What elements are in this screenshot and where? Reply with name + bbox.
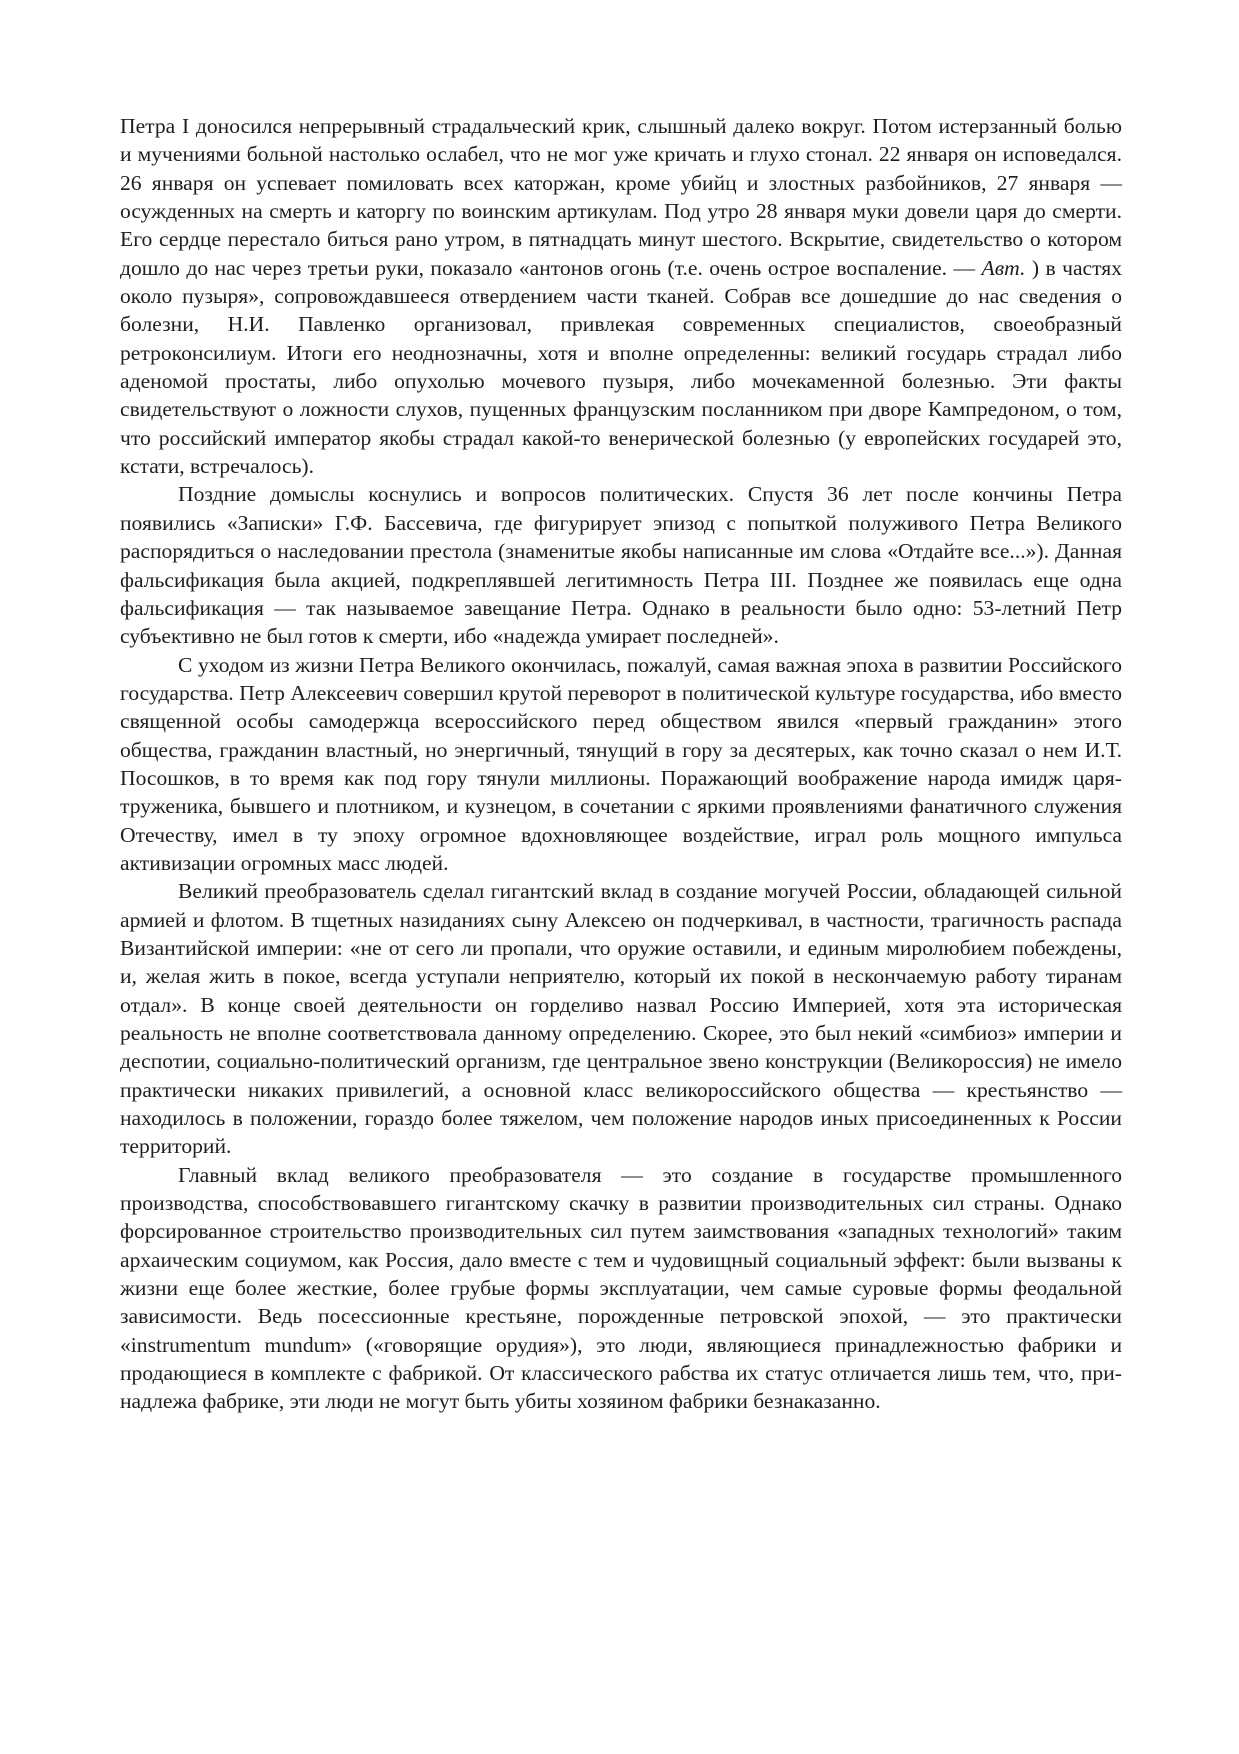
paragraph-1-text-after: ) в частях около пузыря», сопровождавшееся отвердением части тканей. Собрав все дошедшие до нас сведения о болезни, Н.И. Павленко организовал, привлекая современных специалистов, своеобразный ретроконсилиум. Итоги его неоднозначны, хотя и вполне определенны: великий государь страдал либо аденомой простаты, либо опухолью мочевого пузыря, либо мочекаменной болезнью. Эти факты свидетельствуют о ложности слухов, пущенных французским посланником при дворе Кампредоном, о том, что российский император якобы страдал какой-то венерической болезнью (у европейских государей это, кстати, встречалось).: [120, 255, 1122, 479]
document-page: [120, 112, 1122, 1416]
paragraph-3: С уходом из жизни Петра Великого окончилась, пожалуй, самая важная эпоха в развитии Российского государства. Петр Алексеевич совершил крутой переворот в политической культуре государства, ибо вместо священной особы самодержца всероссийского перед обществом явился «первый гражданин» этого общества, гражданин властный, но энергичный, тянущий в гору за десятерых, как точно сказал о нем И.Т. Посошков, в то время как под гору тянули миллионы. Поражающий воображение народа имидж царя-труженика, бывшего и плотником, и кузнецом, в сочетании с яркими проявлениями фанатичного служения Отечеству, имел в ту эпоху огромное вдохновляющее воздействие, играл роль мощного импульса активизации огромных масс людей.: [120, 652, 1122, 875]
paragraph-1-text-before: Петра I доносился непрерывный страдальческий крик, слышный далеко вокруг. Потом истерзанный болью и мучениями больной настолько ослабел, что не мог уже кричать и глухо стонал. 22 января он исповедался. 26 января он успевает помиловать всех каторжан, кроме убийц и злостных разбойников, 27 января — осужденных на смерть и каторгу по воинским артикулам. Под утро 28 января муки довели царя до смерти. Его сердце перестало биться рано утром, в пятнадцать минут шестого. Вскрытие, свидетельство о котором дошло до нас через третьи руки, показало «антонов огонь (т.е. очень острое воспаление. —: [120, 114, 1122, 280]
paragraph-4: Великий преобразователь сделал гигантский вклад в создание могучей России, обладающей сильной армией и флотом. В тщетных назиданиях сыну Алексею он подчеркивал, в частности, трагичность распада Византийской империи: «не от сего ли пропали, что оружие оставили, и единым миролюбием побеждены, и, желая жить в покое, всегда уступали неприятелю, который их покой в нескончаемую работу тиранам отдал». В конце своей деятельности он горделиво назвал Россию Империей, хотя эта историческая реальность не вполне соответствовала данному определению. Скорее, это был некий «симбиоз» империи и деспотии, социально-политический организм, где центральное звено конструкции (Великороссия) не имело практически никаких привилегий, а основной класс великороссийского общества — крестьянство — находилось в положении, гораздо более тяжелом, чем положение народов иных присоединенных к России территорий.: [120, 879, 1122, 1159]
paragraph-2: Поздние домыслы коснулись и вопросов политических. Спустя 36 лет после кончины Петра появились «Записки» Г.Ф. Бассевича, где фигурирует эпизод с попыткой полуживого Петра Великого распорядиться о наследовании престола (знаменитые якобы написанные им слова «Отдайте все...»). Данная фальсификация была акцией, подкреплявшей легитимность Петра III. Позднее же появилась еще одна фальсификация — так называемое завещание Петра. Однако в реальности было одно: 53-летний Петр субъективно не был готов к смерти, ибо «надежда умирает последней».: [120, 482, 1122, 649]
paragraph-1: [120, 112, 1122, 480]
paragraph-1-italic-abbreviation: Авт.: [981, 255, 1026, 280]
paragraph-5: Главный вклад великого преобразователя — это создание в государстве промышленного производства, способствовавшего гигантскому скачку в развитии производительных сил страны. Однако форсированное строительство производительных сил путем заимствования «западных технологий» таким архаическим социумом, как Россия, дало вместе с тем и чудовищный социальный эффект: были вызваны к жизни еще более жесткие, более грубые формы эксплуатации, чем самые суровые формы феодальной зависимости. Ведь посессионные крестьяне, порожденные петровской эпохой, — это практически «instrumentum mundum» («говорящие орудия»), это люди, являющиеся принадлежностью фабрики и продающиеся в комплекте с фабрикой. От классического рабства их статус отличается лишь тем, что, принадлежа фабрике, эти люди не могут быть убиты хозяином фабрики безнаказанно.: [120, 1162, 1122, 1414]
